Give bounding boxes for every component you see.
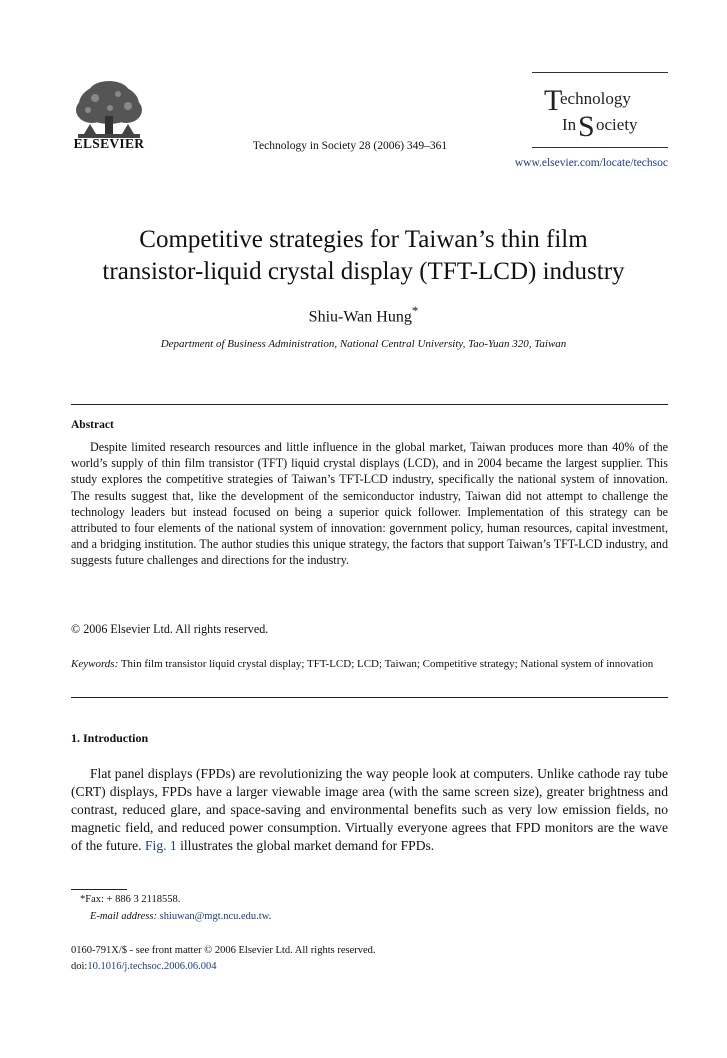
article-title-line-2: transistor-liquid crystal display (TFT-LCD) industry [102, 258, 625, 285]
journal-citation: Technology in Society 28 (2006) 349–361 [252, 140, 448, 152]
author-affiliation: Department of Business Administration, National Central University, Tao-Yuan 320, Taiwan [160, 338, 567, 350]
journal-logo [540, 80, 665, 142]
keywords-label: Keywords: [71, 658, 119, 670]
intro-text-part-2: illustrates the global market demand for FPDs. [176, 837, 435, 853]
abstract-heading: Abstract [71, 419, 114, 431]
section-heading-introduction: 1. Introduction [71, 731, 149, 745]
svg-text:echnology: echnology [560, 89, 631, 108]
abstract-bottom-rule [71, 697, 668, 698]
introduction-body [71, 765, 668, 855]
publisher-name: ELSEVIER [73, 136, 145, 151]
svg-text:ociety: ociety [596, 115, 638, 134]
author-name: Shiu-Wan Hung [308, 308, 412, 326]
abstract-body [71, 439, 668, 569]
article-title [40, 224, 687, 288]
introduction-paragraph [71, 765, 668, 855]
email-end: . [268, 911, 272, 922]
abstract-copyright: © 2006 Elsevier Ltd. All rights reserved. [71, 622, 269, 636]
email-link[interactable]: shiuwan@mgt.ncu.edu.tw [156, 911, 269, 922]
doi-label: doi: [71, 961, 88, 972]
svg-text:In: In [562, 115, 577, 134]
article-title-line-1: Competitive strategies for Taiwan’s thin film [139, 226, 588, 253]
author-footnote-mark[interactable]: * [411, 303, 419, 318]
footnote-email [90, 911, 271, 922]
journal-logo-rule-top [532, 72, 668, 73]
journal-logo-rule-bottom [532, 147, 668, 148]
journal-url-link[interactable]: www.elsevier.com/locate/techsoc [514, 157, 668, 169]
svg-text:S: S [578, 110, 595, 142]
footnote-rule [71, 889, 127, 890]
doi-line [71, 961, 217, 972]
abstract-paragraph: Despite limited research resources and little influence in the global market, Taiwan produces more than 40% of the world’s supply of thin film transistor (TFT) liquid crystal displays (LCD), and in 2004 became the largest supplier. This study explores the competitive strategies of Taiwan’s TFT-LCD industry, specifically the national system of innovation. The results suggest that, like the development of the semiconductor industry, Taiwan did not attempt to challenge the technology leaders but instead focused on being a superior quick follower. Implementation of this strategy can be attributed to four elements of the national system of innovation: government policy, human resources, capital investment, and a bridging institution. The author studies this unique strategy, the factors that support Taiwan’s TFT-LCD industry, and suggests future challenges and directions for the industry. [71, 440, 668, 568]
intro-text-part-1: Flat panel displays (FPDs) are revolutionizing the way people look at computers. Unlike cathode ray tube (CRT) displays, FPDs have a larger viewable image area (with the same screen size), greater brightness and contrast, reduced glare, and space-saving and environmental benefits such as very low emission fields, no magnetic field, and reduced power consumption. Virtually everyone agrees that FPD monitors are the wave of the future. [71, 766, 668, 853]
front-matter-line: 0160-791X/$ - see front matter © 2006 Elsevier Ltd. All rights reserved. [71, 945, 376, 956]
abstract-top-rule [71, 404, 668, 405]
doi-link[interactable]: 10.1016/j.techsoc.2006.06.004 [87, 961, 217, 972]
email-label: E-mail address: [90, 911, 157, 922]
journal-logo-text: T [544, 84, 563, 117]
author-line [40, 303, 687, 326]
footnote-fax: *Fax: + 886 3 2118558. [80, 894, 181, 905]
keywords-text: Thin film transistor liquid crystal display; TFT-LCD; LCD; Taiwan; Competitive strategy; National system of innovation [118, 658, 654, 670]
keywords [71, 657, 668, 672]
figure-1-link[interactable]: Fig. 1 [144, 837, 177, 853]
